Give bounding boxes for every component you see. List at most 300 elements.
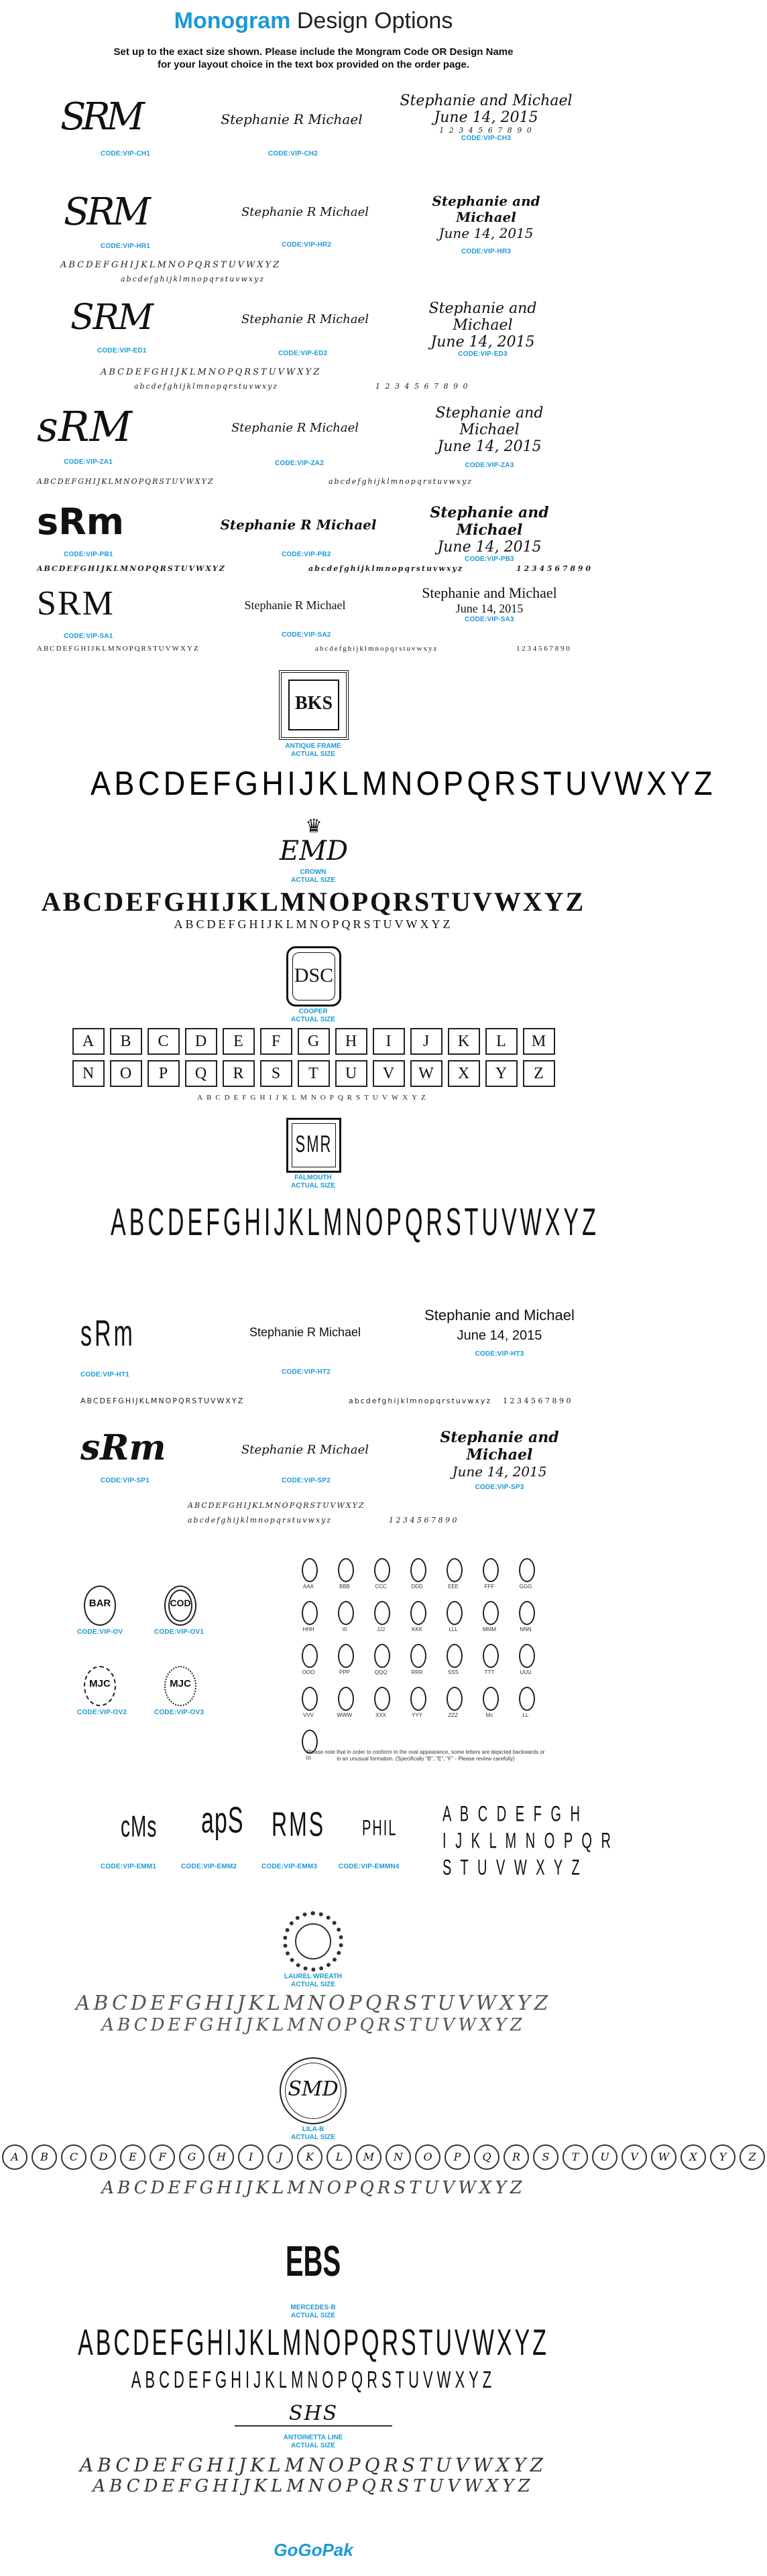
lila-letter-circle: Y <box>710 2144 735 2170</box>
lila-letter-circle: A <box>2 2144 27 2170</box>
emm-alpha-row-2: I J K L M N O P Q R <box>442 1829 613 1854</box>
style-code: CODE:VIP-SP3 <box>475 1484 524 1491</box>
lila-letter-circle: V <box>622 2144 647 2170</box>
oval-grid-shape <box>410 1644 426 1668</box>
cooper-letter-box: N <box>72 1060 105 1087</box>
lila-letter-circle: B <box>32 2144 57 2170</box>
cooper-letter-box: L <box>485 1028 518 1055</box>
names-sample: Stephanie R Michael <box>231 421 359 435</box>
caption-size: ACTUAL SIZE <box>291 1016 335 1023</box>
style-za3 <box>409 405 570 472</box>
oval-grid-label: LL <box>522 1712 529 1718</box>
couple-sample: Stephanie and Michael <box>440 1429 559 1464</box>
oval-grid-label: NNN <box>520 1626 532 1632</box>
couple-sample: Stephanie and Michael <box>400 92 573 109</box>
style-ch1 <box>60 94 188 168</box>
monogram-sample: SRM <box>37 584 115 623</box>
caption-size: ACTUAL SIZE <box>291 1182 335 1189</box>
cooper-letter-box: R <box>223 1060 255 1087</box>
style-code: CODE:VIP-PB2 <box>282 551 331 558</box>
style-code: CODE:VIP-EMM3 <box>261 1863 318 1870</box>
antoinetta-upper-2: ABCDEFGHIJKLMNOPQRSTUVWXYZ <box>93 2476 534 2496</box>
laurel-caption <box>246 1973 380 1989</box>
caption-size: ACTUAL SIZE <box>291 1981 335 1988</box>
oval-grid-label: YYY <box>411 1712 422 1718</box>
lila-letter-circle: S <box>533 2144 558 2170</box>
alphabet-lower-pb: abcdefghijklmnopqrstuvwxyz <box>308 564 464 573</box>
date-sample: June 14, 2015 <box>434 109 538 126</box>
laurel-upper-2: ABCDEFGHIJKLMNOPQRSTUVWXYZ <box>101 2015 526 2035</box>
oval-grid-shape <box>410 1601 426 1625</box>
crown-icon: ♛ <box>305 816 322 836</box>
cooper-caption <box>246 1008 380 1024</box>
style-code: CODE:VIP-EMM1 <box>101 1863 157 1870</box>
oval-grid-shape <box>447 1558 463 1582</box>
style-ed3 <box>399 300 567 367</box>
cooper-letter-box: T <box>298 1060 330 1087</box>
caption-size: ACTUAL SIZE <box>291 751 335 758</box>
alphabet-upper-sa: ABCDEFGHIJKLMNOPQRSTUVWXYZ <box>37 645 200 653</box>
alphabet-lower-sp: abcdefghijklmnopqrstuvwxyz <box>188 1516 333 1525</box>
names-sample: Stephanie R Michael <box>241 205 369 219</box>
cooper-alphabet <box>0 1028 627 1102</box>
falmouth-caption <box>246 1174 380 1190</box>
alphabet-upper-ed: ABCDEFGHIJKLMNOPQRSTUVWXYZ <box>101 367 322 377</box>
alphabet-lower-za: abcdefghijklmnopqrstuvwxyz <box>329 477 473 486</box>
lila-monogram: SMD <box>288 2077 339 2101</box>
style-code: CODE:VIP-OV1 <box>154 1628 204 1636</box>
caption-name: MERCEDES-B <box>290 2304 336 2311</box>
style-code: CODE:VIP-HT2 <box>282 1368 331 1376</box>
names-sample: Stephanie R Michael <box>220 517 377 533</box>
caption-size: ACTUAL SIZE <box>291 2134 335 2141</box>
cooper-letter-box: H <box>335 1028 367 1055</box>
date-sample: June 14, 2015 <box>437 438 542 455</box>
oval-grid-label: FFF <box>484 1584 495 1590</box>
oval-grid-label: KKK <box>411 1626 422 1632</box>
couple-sample: Stephanie and Michael <box>432 193 540 225</box>
antique-alphabet-wrap <box>91 764 716 803</box>
oval-grid-shape <box>519 1687 535 1711</box>
monogram-sample: SRM <box>70 298 153 338</box>
oval-grid-shape <box>374 1558 390 1582</box>
style-sp2 <box>221 1434 389 1494</box>
oval-grid-shape <box>483 1644 499 1668</box>
alphabet-upper-ht: ABCDEFGHIJKLMNOPQRSTUVWXYZ <box>80 1397 245 1405</box>
oval-grid-shape <box>374 1601 390 1625</box>
alphabet-upper-pb: ABCDEFGHIJKLMNOPQRSTUVWXYZ <box>37 564 226 573</box>
oval-mono: MJC <box>170 1678 191 1689</box>
oval-grid-shape <box>410 1687 426 1711</box>
emm-section <box>101 1800 436 1883</box>
alphabet-upper-hr: ABCDEFGHIJKLMNOPQRSTUVWXYZ <box>60 260 282 270</box>
title-monogram: Monogram <box>174 8 291 34</box>
cooper-letter-box: V <box>373 1060 405 1087</box>
oval-grid-label: TTT <box>484 1669 495 1675</box>
style-sa2 <box>208 588 382 642</box>
cooper-letter-box: M <box>523 1028 555 1055</box>
style-ch3 <box>396 92 577 166</box>
date-sample: June 14, 2015 <box>455 602 524 615</box>
oval-grid-label: PPP <box>339 1669 350 1675</box>
title-rest: Design Options <box>296 8 453 34</box>
names-sample: Stephanie R Michael <box>249 1326 361 1339</box>
style-code: CODE:VIP-CH1 <box>101 150 151 157</box>
oval-grid-label: GGG <box>519 1584 532 1590</box>
emm-alpha-row-3: S T U V W X Y Z <box>442 1856 583 1880</box>
names-sample: Stephanie R Michael <box>221 111 363 127</box>
style-za2 <box>201 409 389 469</box>
numbers-pb: 1 2 3 4 5 6 7 8 9 0 <box>516 564 591 573</box>
oval-grid-shape <box>483 1601 499 1625</box>
oval-grid-shape <box>302 1687 318 1711</box>
lila-letter-circle: D <box>91 2144 116 2170</box>
oval-grid-label: BBB <box>339 1584 350 1590</box>
oval-grid-label: RRR <box>411 1669 423 1675</box>
lila-upper: ABCDEFGHIJKLMNOPQRSTUVWXYZ <box>101 2178 526 2198</box>
emm-mono-3: RMS <box>272 1804 326 1844</box>
lila-letter-circle: P <box>445 2144 470 2170</box>
lila-letter-circle: Q <box>474 2144 499 2170</box>
oval-grid-label: ZZZ <box>448 1712 459 1718</box>
alphabet-lower-hr: abcdefghijklmnopqrstuvwxyz <box>121 275 266 283</box>
style-code: CODE:VIP-ED3 <box>458 350 508 358</box>
lila-alphabet <box>0 2144 756 2198</box>
lila-sample <box>280 2057 347 2124</box>
cooper-letter-box: S <box>260 1060 292 1087</box>
style-code: CODE:VIP-HT3 <box>475 1350 524 1358</box>
date-sample: June 14, 2015 <box>437 539 542 556</box>
style-code: CODE:VIP-SA1 <box>64 633 113 640</box>
monogram-sample: sRM <box>37 402 132 451</box>
numbers-ht: 1 2 3 4 5 6 7 8 9 0 <box>503 1397 571 1405</box>
page-title <box>0 8 627 34</box>
antique-caption <box>246 743 380 759</box>
date-sample: June 14, 2015 <box>430 334 535 350</box>
antique-frame-sample <box>279 670 349 740</box>
oval-grid-label: XXX <box>375 1712 386 1718</box>
oval-grid-label: SSS <box>447 1669 459 1675</box>
date-sample: June 14, 2015 <box>457 1328 542 1343</box>
cooper-letter-box: U <box>335 1060 367 1087</box>
oval-grid-label: HHH <box>302 1626 314 1632</box>
style-sa3 <box>402 584 577 645</box>
alphabet-upper-sp: ABCDEFGHIJKLMNOPQRSTUVWXYZ <box>188 1501 365 1510</box>
style-hr3 <box>409 193 563 253</box>
oval-grid-shape <box>374 1687 390 1711</box>
antoinetta-alphabet <box>0 2454 627 2496</box>
style-code: CODE:VIP-EMM2 <box>181 1863 237 1870</box>
numbers-ed: 1 2 3 4 5 6 7 8 9 0 <box>375 382 469 391</box>
intro-text <box>74 46 553 71</box>
style-sa1 <box>37 583 171 643</box>
caption-size: ACTUAL SIZE <box>291 877 335 884</box>
lila-circle-row <box>0 2144 756 2170</box>
mercedes-monogram: EBS <box>285 2238 341 2286</box>
ovals-section <box>77 1582 278 1749</box>
oval-grid-shape <box>338 1558 354 1582</box>
lila-letter-circle: M <box>356 2144 381 2170</box>
caption-name: LILA-B <box>302 2126 324 2133</box>
crown-lower: ABCDEFGHIJKLMNOPQRSTUVWXYZ <box>174 917 453 931</box>
lila-letter-circle: E <box>120 2144 145 2170</box>
style-code: CODE:VIP-HR3 <box>461 248 512 255</box>
style-code: CODE:VIP-HT1 <box>80 1371 129 1378</box>
mercedes-alphabet <box>0 2323 627 2393</box>
falmouth-sample <box>286 1118 341 1173</box>
oval-grid-label: CCC <box>375 1584 387 1590</box>
cooper-letter-box: F <box>260 1028 292 1055</box>
lila-caption <box>246 2126 380 2142</box>
antoinetta-upper-1: ABCDEFGHIJKLMNOPQRSTUVWXYZ <box>80 2454 547 2476</box>
oval-grid-label: JJJ <box>377 1626 385 1632</box>
cooper-letter-box: I <box>373 1028 405 1055</box>
oval-grid-label: EEE <box>447 1584 459 1590</box>
style-code: CODE:VIP-HR2 <box>282 241 332 249</box>
style-code: CODE:VIP-ED1 <box>97 347 147 355</box>
alphabet-lower-ht: abcdefghijklmnopqrstuvwxyz <box>349 1397 492 1405</box>
lila-letter-circle: C <box>61 2144 86 2170</box>
style-hr1 <box>64 189 204 256</box>
emm-alpha-row-1: A B C D E F G H <box>442 1803 583 1827</box>
couple-sample: Stephanie and Michael <box>424 1307 575 1324</box>
crown-caption <box>246 868 380 885</box>
intro-line-1: Set up to the exact size shown. Please include the Mongram Code OR Design Name <box>113 46 514 58</box>
oval-grid-shape <box>338 1601 354 1625</box>
lila-letter-circle: J <box>268 2144 293 2170</box>
lila-letter-circle: H <box>209 2144 234 2170</box>
names-sample: Stephanie R Michael <box>241 1443 369 1457</box>
emm-mono-1: cMs <box>121 1809 158 1843</box>
couple-sample: Stephanie and Michael <box>435 405 544 438</box>
oval-grid-label: WWW <box>337 1712 353 1718</box>
alphabet-upper-za: ABCDEFGHIJKLMNOPQRSTUVWXYZ <box>37 477 215 486</box>
laurel-inner-ring <box>295 1923 331 1959</box>
lila-letter-circle: Z <box>740 2144 765 2170</box>
style-za1 <box>37 402 184 469</box>
falmouth-alphabet: ABCDEFGHIJKLMNOPQRSTUVWXYZ <box>111 1201 599 1244</box>
emm-mono-4: PHIL <box>362 1817 398 1841</box>
crown-alphabet <box>0 886 627 931</box>
cooper-letter-box: Z <box>523 1060 555 1087</box>
caption-name: COOPER <box>298 1008 328 1015</box>
alphabet-lower-sa: abcdefghijklmnopqrstuvwxyz <box>315 645 438 653</box>
monogram-sample: SRM <box>64 190 148 234</box>
cooper-letter-box: B <box>110 1028 142 1055</box>
style-code: CODE:VIP-ED2 <box>278 350 328 357</box>
style-hr2 <box>228 194 382 255</box>
style-sp1 <box>80 1427 201 1494</box>
cooper-monogram: DSC <box>294 964 334 986</box>
brand-logo: GoGoPak <box>274 2540 353 2560</box>
cooper-letter-box: W <box>410 1060 442 1087</box>
oval-grid-shape <box>447 1687 463 1711</box>
style-code: CODE:VIP-SA3 <box>465 616 514 623</box>
cooper-letter-box: Y <box>485 1060 518 1087</box>
falmouth-alphabet-wrap <box>111 1201 599 1244</box>
lila-letter-circle: W <box>651 2144 676 2170</box>
cooper-letter-box: E <box>223 1028 255 1055</box>
style-code: CODE:VIP-OV3 <box>154 1709 204 1716</box>
laurel-alphabet <box>0 1992 627 2035</box>
style-code: CODE:VIP-OV2 <box>77 1709 127 1716</box>
oval-grid-label: UUU <box>520 1669 532 1675</box>
crown-monogram: EMD <box>279 836 349 866</box>
oval-grid-shape <box>483 1687 499 1711</box>
style-code: CODE:VIP-CH3 <box>461 135 512 142</box>
oval-grid-label: OOO <box>302 1669 315 1675</box>
caption-name: ANTIQUE FRAME <box>285 743 341 750</box>
monogram-sample: SRM <box>60 95 141 139</box>
oval-mono: COD <box>170 1598 191 1608</box>
cooper-letter-box: X <box>448 1060 480 1087</box>
caption-size: ACTUAL SIZE <box>291 2442 335 2449</box>
style-ed1 <box>70 296 204 363</box>
oval-grid-shape <box>338 1687 354 1711</box>
laurel-upper-1: ABCDEFGHIJKLMNOPQRSTUVWXYZ <box>75 1992 552 2015</box>
oval-grid-label: III <box>342 1626 347 1632</box>
oval-grid-shape <box>302 1644 318 1668</box>
oval-grid-label: AAA <box>302 1584 314 1590</box>
oval-grid-shape <box>410 1558 426 1582</box>
style-ed2 <box>225 302 386 362</box>
names-sample: Stephanie R Michael <box>241 312 369 326</box>
cooper-letter-box: J <box>410 1028 442 1055</box>
oval-grid-shape <box>302 1601 318 1625</box>
oval-grid-shape <box>447 1601 463 1625</box>
style-code: CODE:VIP-ZA2 <box>275 460 324 467</box>
lila-letter-circle: F <box>150 2144 175 2170</box>
oval-grid-label: DDD <box>411 1584 423 1590</box>
style-code: CODE:VIP-SP2 <box>282 1477 331 1484</box>
caption-name: ANTOINETTA LINE <box>283 2434 343 2441</box>
numbers-sp: 1 2 3 4 5 6 7 8 9 0 <box>389 1516 457 1525</box>
style-code: CODE:VIP-EMMN4 <box>339 1863 400 1870</box>
date-sample: June 14, 2015 <box>438 225 534 241</box>
oval-grid-shape <box>338 1644 354 1668</box>
mercedes-caption <box>246 2304 380 2320</box>
couple-sample: Stephanie and Michael <box>430 504 549 539</box>
emm-mono-2: apS <box>201 1800 244 1842</box>
cooper-row-2 <box>0 1060 627 1087</box>
oval-grid-shape <box>447 1644 463 1668</box>
lila-letter-circle: L <box>327 2144 352 2170</box>
cooper-letter-box: A <box>72 1028 105 1055</box>
oval-grid-shape <box>483 1558 499 1582</box>
couple-sample: Stephanie and Michael <box>428 300 537 334</box>
lila-letter-circle: I <box>238 2144 263 2170</box>
lila-letter-circle: U <box>592 2144 617 2170</box>
style-code: CODE:VIP-CH2 <box>268 150 318 157</box>
oval-grid-label: MMM <box>483 1626 496 1632</box>
mercedes-upper: ABCDEFGHIJKLMNOPQRSTUVWXYZ <box>78 2323 549 2364</box>
oval-mono: BAR <box>88 1598 111 1609</box>
oval-grid-label: III <box>306 1755 311 1761</box>
caption-name: LAUREL WREATH <box>284 1973 343 1980</box>
oval-grid-shape <box>302 1558 318 1582</box>
oval-grid-label: VVV <box>302 1712 314 1718</box>
antoinetta-line <box>235 2425 392 2427</box>
numbers-sa: 1 2 3 4 5 6 7 8 9 0 <box>516 645 570 653</box>
lila-letter-circle: X <box>681 2144 706 2170</box>
falmouth-monogram: SMR <box>295 1131 333 1158</box>
emm-alphabet <box>442 1801 613 1882</box>
style-code: CODE:VIP-OV <box>77 1628 123 1636</box>
alphabet-lower-ed: abcdefghijklmnopqrstuvwxyz <box>134 382 279 391</box>
style-code: CODE:VIP-ZA1 <box>64 458 113 466</box>
caption-name: CROWN <box>300 868 327 876</box>
oval-grid-shape <box>374 1644 390 1668</box>
crown-upper: ABCDEFGHIJKLMNOPQRSTUVWXYZ <box>41 887 586 917</box>
style-ht1 <box>80 1313 188 1387</box>
style-code: CODE:VIP-SP1 <box>101 1477 150 1484</box>
lila-letter-circle: N <box>386 2144 411 2170</box>
cooper-letter-box: Q <box>185 1060 217 1087</box>
lila-letter-circle: R <box>504 2144 529 2170</box>
lila-letter-circle: G <box>179 2144 204 2170</box>
antoinetta-sample <box>221 2402 406 2427</box>
laurel-wreath-sample <box>283 1911 343 1972</box>
crown-sample <box>268 816 359 866</box>
oval-grid-shape <box>519 1644 535 1668</box>
oval-grid-shape <box>519 1601 535 1625</box>
cooper-row-1 <box>0 1028 627 1055</box>
monogram-sample: sRm <box>37 501 124 543</box>
lila-letter-circle: O <box>415 2144 440 2170</box>
cooper-letter-box: O <box>110 1060 142 1087</box>
cooper-letter-box: P <box>148 1060 180 1087</box>
mercedes-upper-small: ABCDEFGHIJKLMNOPQRSTUVWXYZ <box>131 2366 496 2393</box>
style-ch2 <box>215 101 369 168</box>
style-code: CODE:VIP-HR1 <box>101 243 151 250</box>
monogram-sample: sRm <box>80 1313 135 1354</box>
intro-line-2: for your layout choice in the text box provided on the order page. <box>157 59 470 70</box>
style-code: CODE:VIP-PB1 <box>64 551 113 558</box>
lila-letter-circle: K <box>297 2144 322 2170</box>
antoinetta-monogram: SHS <box>288 2402 339 2425</box>
mercedes-sample <box>280 2238 347 2286</box>
cooper-small: ABCDEFGHIJKLMNOPQRSTUVWXYZ <box>197 1094 430 1102</box>
oval-grid-label: QQQ <box>374 1669 388 1675</box>
style-sp3 <box>416 1429 583 1496</box>
style-code: CODE:VIP-PB3 <box>465 556 514 563</box>
oval-grid-shape <box>519 1558 535 1582</box>
caption-name: FALMOUTH <box>294 1174 332 1181</box>
style-pb2 <box>208 508 389 562</box>
monogram-sample: sRm <box>80 1427 166 1468</box>
cooper-sample <box>286 946 341 1007</box>
lila-letter-circle: T <box>563 2144 588 2170</box>
cooper-letter-box: K <box>448 1028 480 1055</box>
cooper-letter-box: D <box>185 1028 217 1055</box>
cooper-letter-box: C <box>148 1028 180 1055</box>
date-sample: June 14, 2015 <box>452 1464 547 1480</box>
style-ht2 <box>221 1319 389 1386</box>
antique-monogram: BKS <box>294 693 333 714</box>
style-code: CODE:VIP-ZA3 <box>465 462 514 469</box>
style-pb1 <box>37 501 184 562</box>
oval-grid-label: LLL <box>449 1626 458 1632</box>
couple-sample: Stephanie and Michael <box>422 584 557 601</box>
caption-size: ACTUAL SIZE <box>291 2312 335 2319</box>
cooper-letter-box: G <box>298 1028 330 1055</box>
oval-grid-label: Mc <box>485 1712 493 1718</box>
style-code: CODE:VIP-SA2 <box>282 631 331 639</box>
antique-alphabet: ABCDEFGHIJKLMNOPQRSTUVWXYZ <box>91 765 716 802</box>
style-pb3 <box>402 504 577 564</box>
antoinetta-caption <box>246 2434 380 2450</box>
oval-mono: MJC <box>89 1678 111 1689</box>
